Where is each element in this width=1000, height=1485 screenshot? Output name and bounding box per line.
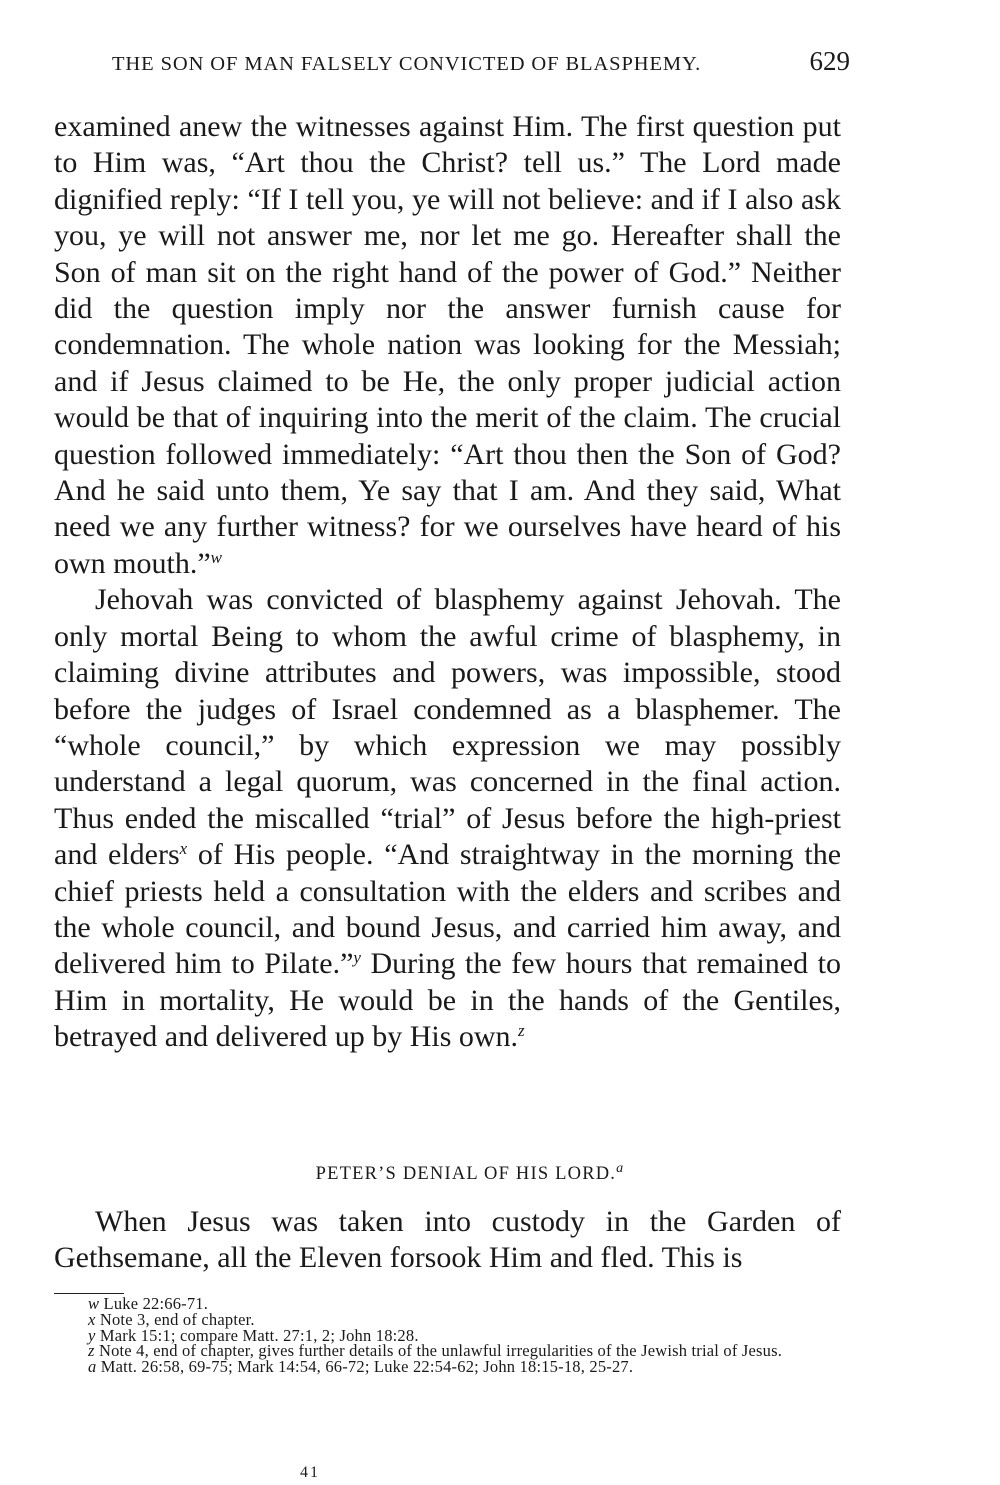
footnote-mark: y: [88, 1325, 96, 1345]
paragraph-2-text-a: Jehovah was convicted of blasphemy against Jehovah. The only mortal Being to whom the awful crime of blasphemy, in claiming divine attributes and powers, was impossible, stood before the judges of Israel condemned as a blasphemer. The “whole council,” by which expression we may possibly understand a legal quorum, was concerned in the final action. Thus ended the miscalled “trial” of Jesus before the high-priest and elders: [54, 583, 841, 872]
footnote-text: Luke 22:66-71.: [99, 1294, 209, 1313]
footnote-ref-a: a: [616, 1161, 625, 1176]
paragraph-2: [54, 582, 841, 1055]
footnote-a: [54, 1359, 841, 1375]
page-number: 629: [809, 46, 850, 76]
paragraph-1: [54, 109, 841, 582]
main-text: [54, 109, 841, 1056]
footnote-mark: z: [88, 1341, 95, 1361]
footnote-ref-y: y: [353, 948, 361, 968]
signature-mark: 41: [300, 1464, 320, 1481]
running-head: [112, 46, 850, 77]
section-text: [54, 1204, 841, 1277]
footnote-ref-w: w: [210, 547, 222, 567]
paragraph-1-text: examined anew the witnesses against Him. The first question put to Him was, “Art thou the Christ? tell us.” The Lord made dignified reply: “If I tell you, ye will not believe: and if I also ask you, ye will not answer me, nor let me go. Hereafter shall the Son of man sit on the right hand of the power of God.” Neither did the question imply nor the answer furnish cause for condemnation. The whole nation was looking for the Messiah; and if Jesus claimed to be He, the only proper judicial action would be that of inquiring into the merit of the claim. The crucial question followed immediately: “Art thou then the Son of God? And he said unto them, Ye say that I am. And they said, What need we any further witness? for we ourselves have heard of his own mouth.”: [54, 110, 841, 580]
footnote-mark: w: [88, 1294, 100, 1313]
footnotes: [54, 1296, 841, 1375]
section-heading-text: PETER’S DENIAL OF HIS LORD.: [315, 1164, 617, 1184]
paragraph-2-text-b: of His people. “And straightway in the morning the chief priests held a consultation with the elders and scribes and the whole council, and bound Jesus, and carried him away, and delivered him to Pilate.”: [54, 838, 842, 981]
footnote-mark: x: [88, 1309, 96, 1329]
section-heading: [100, 1161, 840, 1185]
footnote-text: Note 3, end of chapter.: [95, 1309, 255, 1329]
footnote-ref-x: x: [179, 839, 188, 859]
footnote-text: Matt. 26:58, 69-75; Mark 14:54, 66-72; Luke 22:54-62; John 18:15-18, 25-27.: [96, 1357, 634, 1377]
section-paragraph-1: When Jesus was taken into custody in the Garden of Gethsemane, all the Eleven forsook Him and fled. This is: [54, 1205, 841, 1275]
footnote-ref-z: z: [518, 1021, 525, 1041]
paragraph-2-text-c: During the few hours that remained to Him in mortality, He would be in the hands of the Gentiles, betrayed and delivered up by His own.: [54, 947, 842, 1054]
running-head-title: THE SON OF MAN FALSELY CONVICTED OF BLASPHEMY.: [112, 53, 702, 75]
footnote-mark: a: [88, 1357, 97, 1377]
footnote-text: Mark 15:1; compare Matt. 27:1, 2; John 18:28.: [95, 1325, 419, 1345]
footnote-text: Note 4, end of chapter, gives further details of the unlawful irregularities of the Jewish trial of Jesus.: [94, 1341, 783, 1361]
